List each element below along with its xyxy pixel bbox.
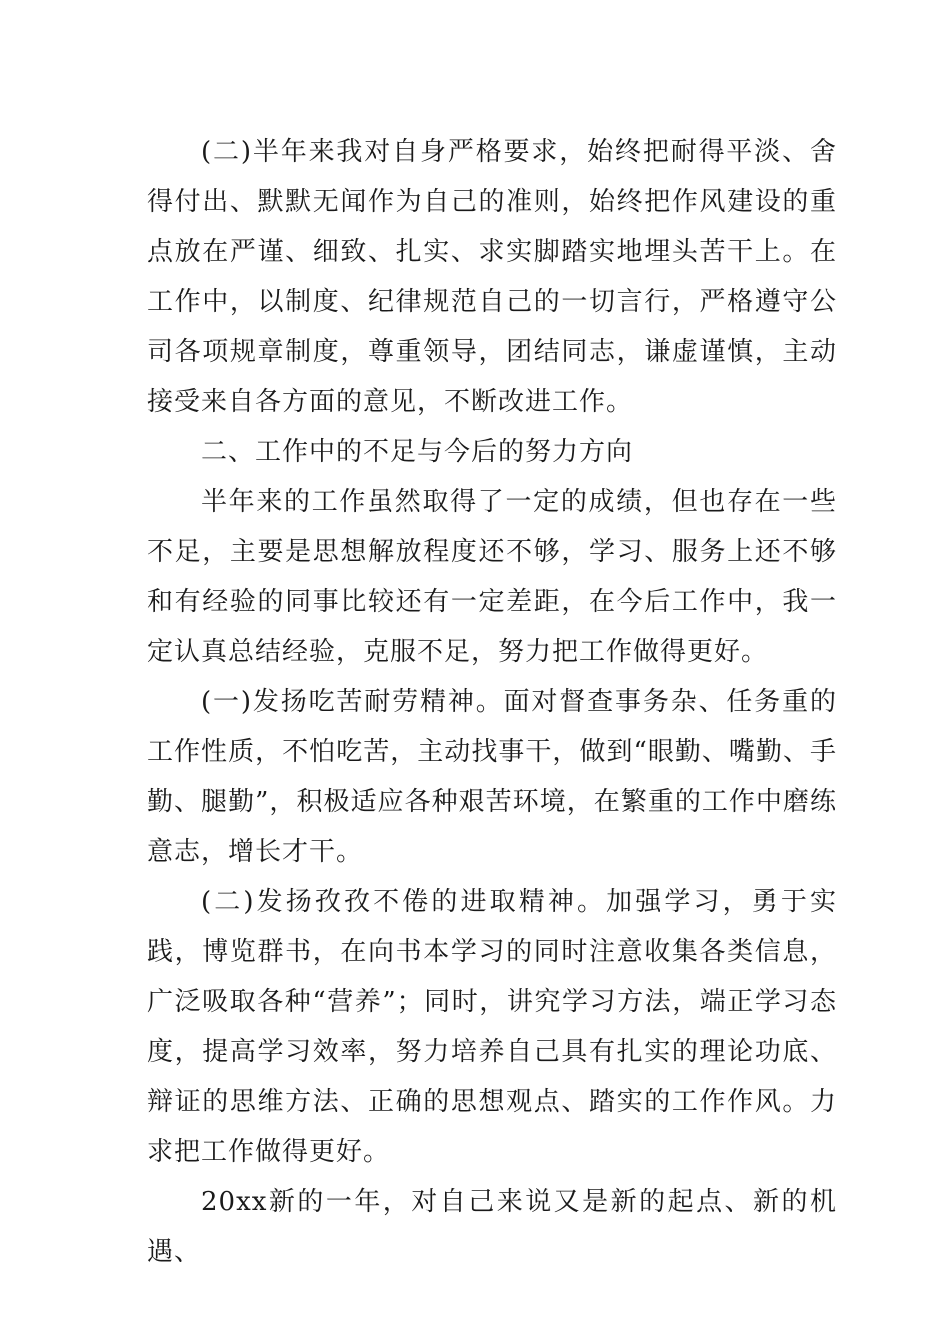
paragraph-new-year: 20xx新的一年，对自己来说又是新的起点、新的机遇、 xyxy=(147,1187,837,1267)
paragraph-shortcomings: 半年来的工作虽然取得了一定的成绩，但也存在一些不足，主要是思想解放程度还不够，学习、服务上还不够和有经验的同事比较还有一定差距，在今后工作中，我一定认真总结经验，克服不足，努力把工作做得更好。 xyxy=(147,487,837,667)
section-heading-shortcomings: 二、工作中的不足与今后的努力方向 xyxy=(201,437,634,467)
paragraph-conduct: (二)半年来我对自身严格要求，始终把耐得平淡、舍得付出、默默无闻作为自己的准则，始终把作风建设的重点放在严谨、细致、扎实、求实脚踏实地埋头苦干上。在工作中，以制度、纪律规范自己的一切言行，严格遵守公司各项规章制度，尊重领导，团结同志，谦虚谨慎，主动接受来自各方面的意见，不断改进工作。 xyxy=(147,137,837,417)
paragraph-enterprising-spirit: (二)发扬孜孜不倦的进取精神。加强学习，勇于实践，博览群书，在向书本学习的同时注意收集各类信息，广泛吸取各种“营养”；同时，讲究学习方法，端正学习态度，提高学习效率，努力培养自己具有扎实的理论功底、辩证的思维方法、正确的思想观点、踏实的工作作风。力求把工作做得更好。 xyxy=(147,887,837,1167)
paragraph-hardworking-spirit: (一)发扬吃苦耐劳精神。面对督查事务杂、任务重的工作性质，不怕吃苦，主动找事干，做到“眼勤、嘴勤、手勤、腿勤”，积极适应各种艰苦环境，在繁重的工作中磨练意志，增长才干。 xyxy=(147,687,837,867)
document-body xyxy=(147,127,837,1277)
